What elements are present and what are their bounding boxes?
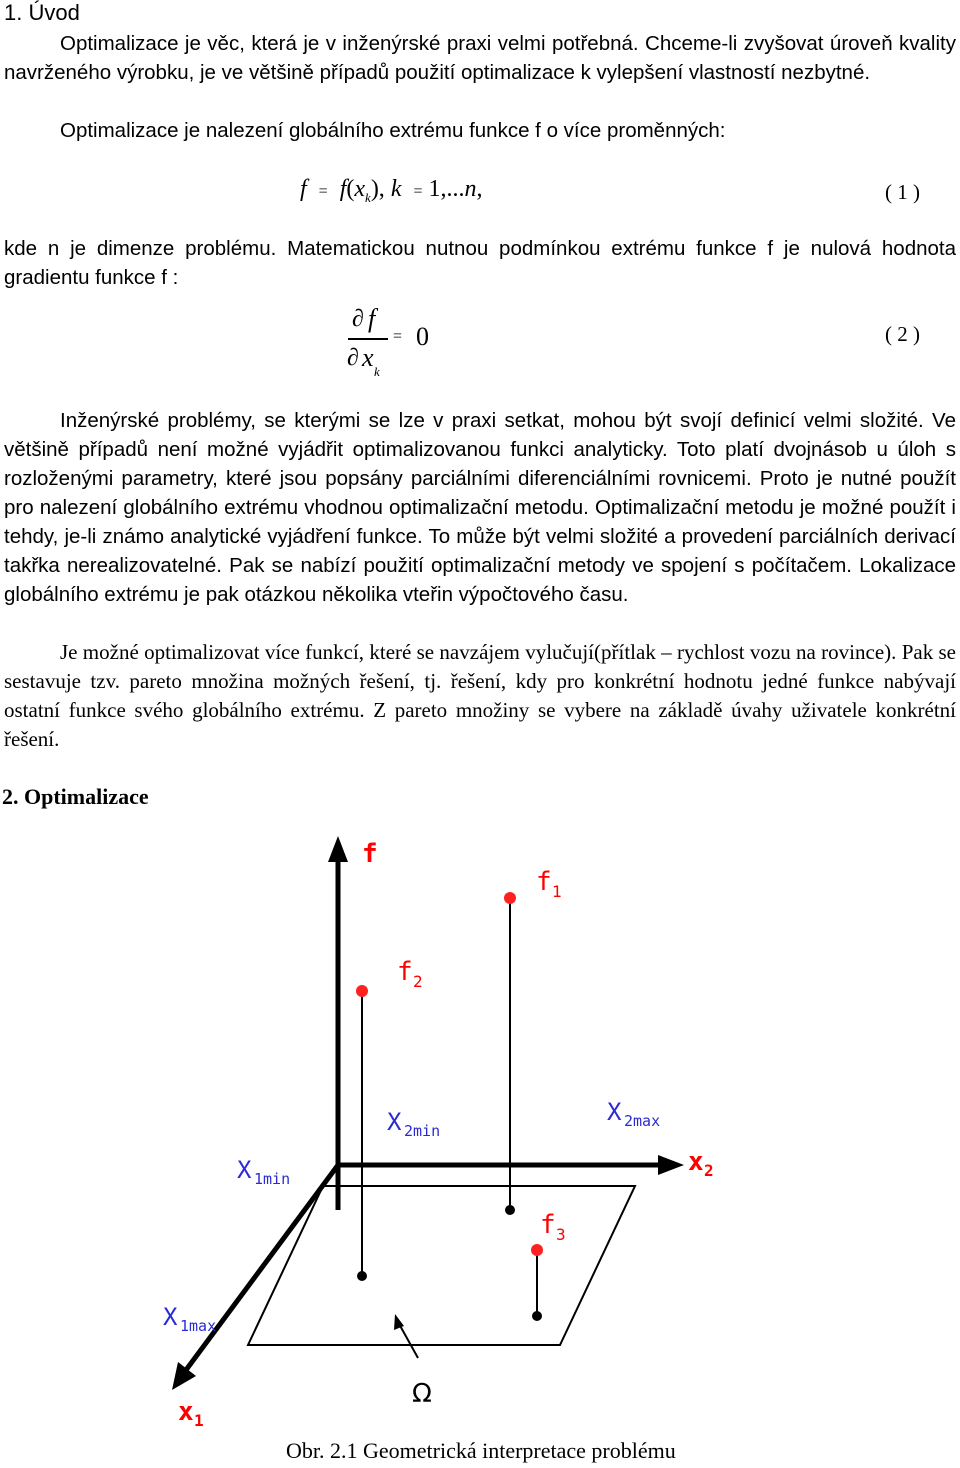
paragraph-gradient: kde n je dimenze problému. Matematickou nutnou podmínkou extrému funkce f je nulová hodnota gradientu funkce f : — [4, 237, 956, 289]
eq1-f: f — [300, 176, 307, 202]
f3-label-sub: 3 — [556, 1225, 566, 1244]
f-axis-arrowhead — [328, 836, 348, 862]
eq1-open: ( — [346, 176, 355, 202]
f-axis-label: f — [362, 839, 378, 869]
f1-label: f — [536, 867, 552, 897]
equation-2-number: ( 2 ) — [885, 322, 920, 346]
eq1-fx: f — [339, 176, 347, 202]
x1-axis-arrowhead — [172, 1362, 196, 1390]
eq1-k: k — [390, 176, 402, 202]
x2-axis-arrowhead — [658, 1155, 684, 1175]
eq1-range: 1,... — [428, 176, 465, 202]
eq1-comma: , — [476, 176, 483, 202]
f1-base-point — [505, 1205, 515, 1215]
eq2-x: x — [362, 343, 374, 372]
omega-label: Ω — [412, 1379, 432, 1409]
f2-point — [356, 985, 368, 997]
x1-axis-line — [186, 1165, 338, 1370]
x1-axis-label: x — [178, 1397, 194, 1427]
f3-point — [531, 1244, 543, 1256]
section-heading-optimalizace: 2. Optimalizace — [2, 784, 149, 809]
x2-axis-label-sub: 2 — [704, 1161, 714, 1180]
paragraph-pareto-text: Je možné optimalizovat více funkcí, které se navzájem vylučují(přítlak – rychlost vozu na rovince). Pak se sestavuje tzv. pareto množina možných řešení, tj. řešení, kdy pro konkrétní hodnotu jedné funkce nabývají ostatní funkce svého globálního extrému. Z pareto množiny se vybere na základě úvahy uživatele konkrétní řešení. — [4, 640, 956, 751]
x1-axis-label-sub: 1 — [194, 1411, 204, 1430]
f2-label: f — [397, 957, 413, 987]
f2-base-point — [357, 1271, 367, 1281]
paragraph-definition-text: Optimalizace je nalezení globálního extrému funkce f o více proměnných: — [60, 119, 726, 142]
eq2-zero: 0 — [416, 322, 429, 351]
f1-point — [504, 892, 516, 904]
eq1-n: n — [464, 176, 477, 202]
paragraph-engineering-text: Inženýrské problémy, se kterými se lze v praxi setkat, mohou být svojí definicí velmi složité. Ve většině případů není možné vyjádřit optimalizovanou funkci analyticky. Toto platí dvojnásob u úloh s rozloženými parametry, které jsou popsány parciálními diferenciálními rovnicemi. Proto je nutné použít pro nalezení globálního extrému vhodnou optimalizační metodu. Optimalizační metodu je možné použít i tehdy, je-li známo analytické vyjádření funkce. To může být velmi složité a provedení parciálních derivací takřka nerealizovatelné. Pak se nabízí použití optimalizační metody ve spojení s počítačem. Lokalizace globálního extrému je pak otázkou několika vteřin výpočtového času. — [4, 409, 956, 606]
eq1-x: x — [354, 176, 366, 202]
x2max-label: X — [607, 1098, 622, 1126]
equation-1-number: ( 1 ) — [885, 180, 920, 204]
eq2-equals: = — [393, 328, 403, 345]
x1min-label-sub: 1min — [254, 1170, 291, 1188]
eq1-close: ), — [370, 176, 385, 202]
section-heading-uvod: 1. Úvod — [4, 0, 80, 25]
eq1-equals-2: = — [413, 183, 423, 200]
x1max-label: X — [163, 1303, 178, 1331]
x2max-label-sub: 2max — [624, 1112, 661, 1130]
f3-base-point — [532, 1311, 542, 1321]
x2min-label: X — [387, 1108, 402, 1136]
figure-caption: Obr. 2.1 Geometrická interpretace problému — [286, 1438, 676, 1463]
f1-label-sub: 1 — [552, 882, 562, 901]
eq2-f: f — [368, 304, 376, 333]
x2min-label-sub: 2min — [404, 1122, 441, 1140]
eq1-equals: = — [318, 183, 328, 200]
eq2-partial-bottom: ∂ — [347, 345, 359, 371]
eq2-partial-top: ∂ — [352, 306, 364, 332]
f3-label: f — [540, 1210, 556, 1240]
omega-pointer-arrowhead — [394, 1314, 404, 1330]
paragraph-intro-text: Optimalizace je věc, která je v inženýrské praxi velmi potřebná. Chceme-li zvyšovat úroveň kvality navrženého výrobku, je ve většině případů použití optimalizace k vylepšení vlastností nezbytné. — [4, 32, 956, 84]
f2-label-sub: 2 — [413, 972, 423, 991]
x1max-label-sub: 1max — [180, 1317, 217, 1335]
x1min-label: X — [237, 1156, 252, 1184]
eq2-sub-k: k — [374, 364, 380, 379]
eq1-sub-k: k — [365, 189, 371, 205]
x2-axis-label: x — [688, 1147, 704, 1177]
omega-pointer-line — [398, 1322, 418, 1358]
